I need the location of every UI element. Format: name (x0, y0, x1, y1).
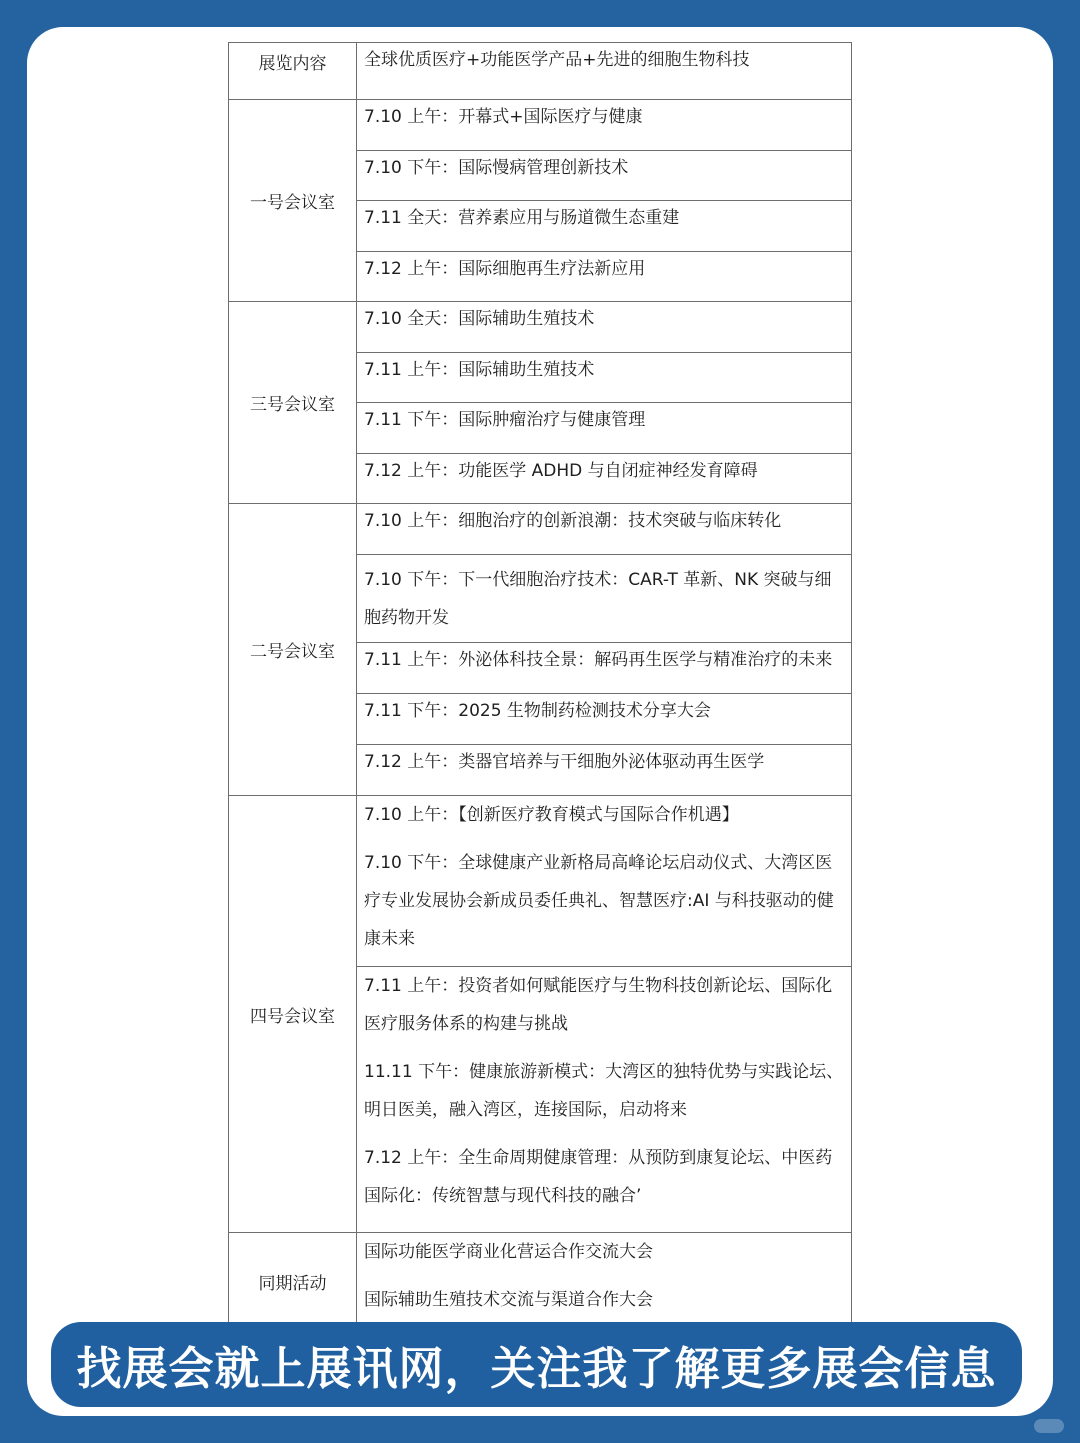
session-item: 7.12 上午：全生命周期健康管理：从预防到康复论坛、中医药国际化：传统智慧与现代科技的融合’ (364, 1148, 833, 1206)
promo-banner: 找展会就上展讯网，关注我了解更多展会信息 (51, 1322, 1022, 1407)
table-cell: 7.12 上午：国际细胞再生疗法新应用 (357, 252, 852, 302)
watermark-badge (1034, 1419, 1064, 1433)
table-cell: 7.11 下午：国际肿瘤治疗与健康管理 (357, 403, 852, 454)
session-item: 7.11 上午：投资者如何赋能医疗与生物科技创新论坛、国际化医疗服务体系的构建与挑战 (364, 976, 833, 1034)
row-label: 展览内容 (229, 43, 357, 100)
room-label: 一号会议室 (229, 100, 357, 302)
room-label: 三号会议室 (229, 302, 357, 504)
table-cell (357, 1233, 852, 1331)
table-cell: 7.12 上午：类器官培养与干细胞外泌体驱动再生医学 (357, 745, 852, 796)
room-label: 四号会议室 (229, 796, 357, 1233)
table-cell: 7.11 下午：2025 生物制药检测技术分享大会 (357, 694, 852, 745)
table-row (229, 43, 852, 100)
table-cell: 全球优质医疗+功能医学产品+先进的细胞生物科技 (357, 43, 852, 100)
schedule-table (228, 42, 852, 1331)
table-row (229, 796, 852, 967)
session-item: 7.10 下午：全球健康产业新格局高峰论坛启动仪式、大湾区医疗专业发展协会新成员委任典礼、智慧医疗:AI 与科技驱动的健康未来 (364, 853, 834, 949)
event-item: 国际辅助生殖技术交流与渠道合作大会 (364, 1290, 653, 1310)
table-cell: 7.11 上午：国际辅助生殖技术 (357, 353, 852, 403)
table-row (229, 1233, 852, 1331)
row-label: 同期活动 (229, 1233, 357, 1331)
event-item: 国际功能医学商业化营运合作交流大会 (364, 1242, 653, 1262)
table-cell (357, 967, 852, 1233)
table-cell: 7.10 全天：国际辅助生殖技术 (357, 302, 852, 353)
session-item: 11.11 下午：健康旅游新模式：大湾区的独特优势与实践论坛、明日医美，融入湾区，连接国际，启动将来 (364, 1062, 844, 1120)
table-cell: 7.10 下午：下一代细胞治疗技术：CAR-T 革新、NK 突破与细胞药物开发 (357, 555, 852, 643)
table-cell: 7.11 上午：外泌体科技全景：解码再生医学与精准治疗的未来 (357, 643, 852, 694)
table-cell: 7.10 上午：开幕式+国际医疗与健康 (357, 100, 852, 151)
table-row (229, 504, 852, 555)
table-cell: 7.10 下午：国际慢病管理创新技术 (357, 151, 852, 201)
table-cell: 7.12 上午：功能医学 ADHD 与自闭症神经发育障碍 (357, 454, 852, 504)
table-cell: 7.11 全天：营养素应用与肠道微生态重建 (357, 201, 852, 252)
session-item: 7.10 上午：【创新医疗教育模式与国际合作机遇】 (364, 805, 739, 825)
table-row (229, 100, 852, 151)
table-row (229, 302, 852, 353)
table-cell (357, 796, 852, 967)
room-label: 二号会议室 (229, 504, 357, 796)
table-cell: 7.10 上午：细胞治疗的创新浪潮：技术突破与临床转化 (357, 504, 852, 555)
